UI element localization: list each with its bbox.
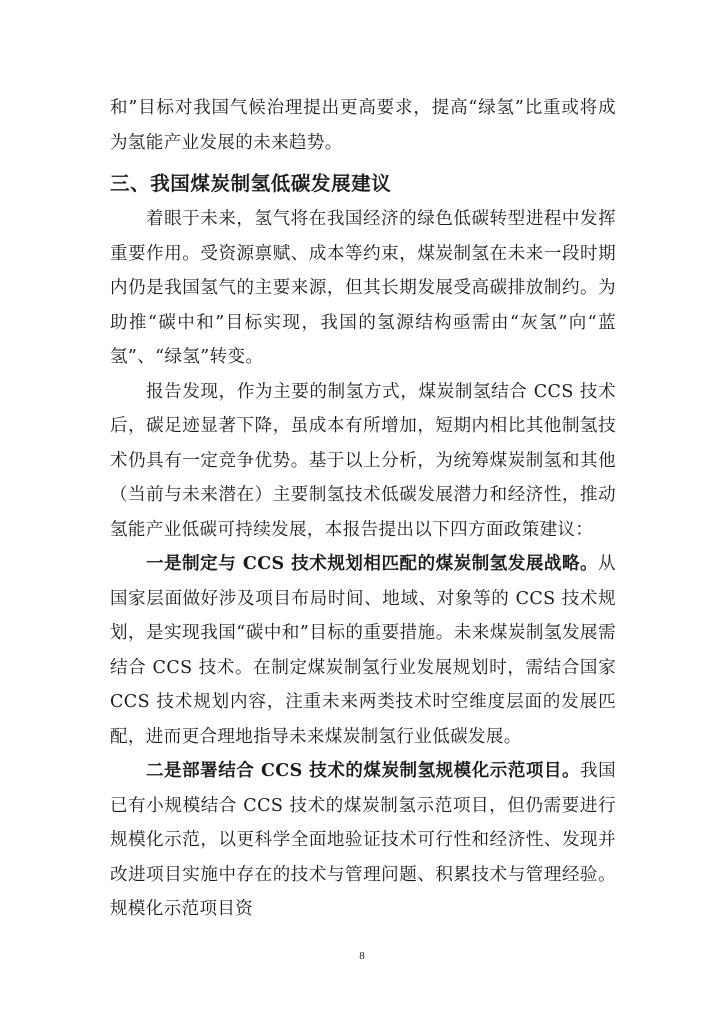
continuation-paragraph-block [110, 91, 616, 160]
recommendation-2 [110, 754, 616, 927]
recommendation-1-lead: 一是制定与 CCS 技术规划相匹配的煤炭制氢发展战略。 [146, 554, 599, 574]
paragraph-outlook: 着眼于未来，氢气将在我国经济的绿色低碳转型进程中发挥重要作用。受资源禀赋、成本等约束，煤炭制氢在未来一段时期内仍是我国氢气的主要来源，但其长期发展受高碳排放制约。为助推“碳中和”目标实现，我国的氢源结构亟需由“灰氢”向“蓝氢”、“绿氢”转变。 [110, 209, 616, 367]
continuation-paragraph: 和”目标对我国气候治理提出更高要求，提高“绿氢”比重或将成为氢能产业发展的未来趋势。 [110, 98, 616, 153]
paragraph-findings: 报告发现，作为主要的制氢方式，煤炭制氢结合 CCS 技术后，碳足迹显著下降，虽成本有所增加，短期内相比其他制氢技术仍具有一定竞争优势。基于以上分析，为统筹煤炭制氢和其他（当前与未来潜在）主要制氢技术低碳发展潜力和经济性，推动氢能产业低碳可持续发展，本报告提出以下四方面政策建议： [110, 381, 616, 540]
recommendation-2-body: 我国已有小规模结合 CCS 技术的煤炭制氢示范项目，但仍需要进行规模化示范，以更科学全面地验证技术可行性和经济性、发现并改进项目实施中存在的技术与管理问题、积累技术与管理经验。规模化示范项目资 [110, 761, 616, 919]
recommendation-1-body: 从国家层面做好涉及项目布局时间、地域、对象等的 CCS 技术规划，是实现我国“碳中和”目标的重要措施。未来煤炭制氢发展需结合 CCS 技术。在制定煤炭制氢行业发展规划时，需结合国家 CCS 技术规划内容，注重未来两类技术时空维度层面的发展匹配，进而更合理地指导未来煤炭制氢行业低碳发展。 [110, 554, 616, 747]
body-text-block [110, 202, 616, 927]
page-number: 8 [359, 950, 365, 962]
recommendation-2-lead: 二是部署结合 CCS 技术的煤炭制氢规模化示范项目。 [146, 761, 581, 781]
section-heading: 三、我国煤炭制氢低碳发展建议 [110, 172, 392, 195]
recommendation-1 [110, 547, 616, 754]
